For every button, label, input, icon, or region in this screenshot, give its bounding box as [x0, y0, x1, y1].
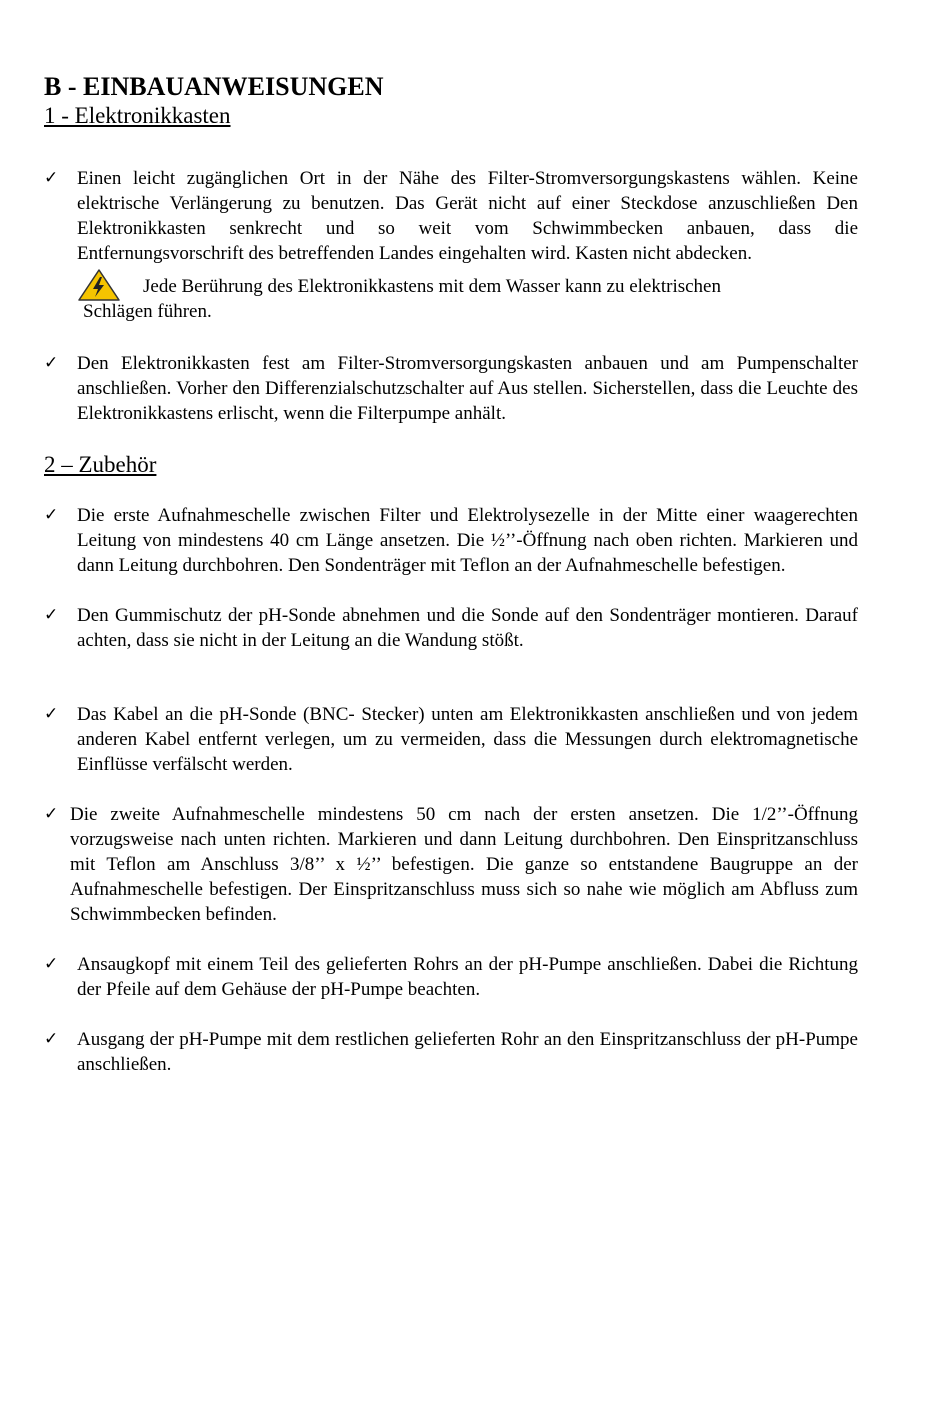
section-2-title: 2 – Zubehör	[44, 452, 157, 477]
check-icon: ✓	[44, 804, 59, 824]
section-2-item-3: ✓ Das Kabel an die pH-Sonde (BNC- Stecker) unten am Elektronikkasten anschließen und von jedem anderen Kabel entfernt verlegen, um zu vermeiden, dass die Messungen durch elektromagnetische Einflüsse verfälscht werden.	[44, 704, 858, 775]
section-2-item-5: ✓ Ansaugkopf mit einem Teil des gelieferten Rohrs an der pH-Pumpe anschließen. Dabei die Richtung der Pfeile auf dem Gehäuse der pH-Pumpe beachten.	[44, 954, 858, 1000]
check-icon: ✓	[44, 605, 59, 625]
section-2-item-6: ✓ Ausgang der pH-Pumpe mit dem restlichen gelieferten Rohr an den Einspritzanschluss der pH-Pumpe anschließen.	[44, 1029, 858, 1075]
check-icon: ✓	[44, 505, 59, 525]
page-heading: B - EINBAUANWEISUNGEN	[44, 72, 384, 101]
high-voltage-warning-icon	[77, 268, 121, 302]
section-2-item-4: ✓ Die zweite Aufnahmeschelle mindestens 50 cm nach der ersten ansetzen. Die 1/2’’-Öffnung vorzugsweise nach unten richten. Markieren und dann Leitung durchbohren. Den Einspritzanschluss mit Teflon am Anschluss 3/8’’ x ½’’ befestigen. Die ganze so entstandene Baugruppe an der Aufnahmeschelle befestigen. Der Einspritzanschluss muss sich so nahe wie möglich am Abfluss zum Schwimmbecken befinden.	[44, 804, 858, 925]
warning-note	[77, 274, 858, 324]
section-2-item-1: ✓ Die erste Aufnahmeschelle zwischen Filter und Elektrolysezelle in der Mitte einer waagerechten Leitung von mindestens 40 cm Länge ansetzen. Die ½’’-Öffnung nach oben richten. Markieren und dann Leitung durchbohren. Den Sondenträger mit Teflon an der Aufnahmeschelle befestigen.	[44, 505, 858, 576]
check-icon: ✓	[44, 954, 59, 974]
section-1-title: 1 - Elektronikkasten	[44, 103, 231, 128]
section-1-item-1: ✓ Einen leicht zugänglichen Ort in der Nähe des Filter-Stromversorgungskastens wählen. Keine elektrische Verlängerung zu benutzen. Das Gerät nicht auf einer Steckdose anzuschließen Den Elektronikkasten senkrecht und so weit vom Schwimmbecken anbauen, dass die Entfernungsvorschrift des betreffenden Landes eingehalten wird. Kasten nicht abdecken.	[44, 168, 858, 264]
section-2-item-2: ✓ Den Gummischutz der pH-Sonde abnehmen und die Sonde auf den Sondenträger montieren. Darauf achten, dass sie nicht in der Leitung an die Wandung stößt.	[44, 605, 858, 651]
section-1-item-2: ✓ Den Elektronikkasten fest am Filter-Stromversorgungskasten anbauen und am Pumpenschalter anschließen. Vorher den Differenzialschutzschalter auf Aus stellen. Sicherstellen, dass die Leuchte des Elektronikkastens erlischt, wenn die Filterpumpe anhält.	[44, 353, 858, 424]
warning-text-line-2: Schlägen führen.	[83, 301, 212, 322]
check-icon: ✓	[44, 353, 59, 373]
check-icon: ✓	[44, 168, 59, 188]
check-icon: ✓	[44, 704, 59, 724]
document-page	[44, 72, 858, 1077]
check-icon: ✓	[44, 1029, 59, 1049]
warning-text-line-1: Jede Berührung des Elektronikkastens mit dem Wasser kann zu elektrischen	[143, 276, 721, 297]
